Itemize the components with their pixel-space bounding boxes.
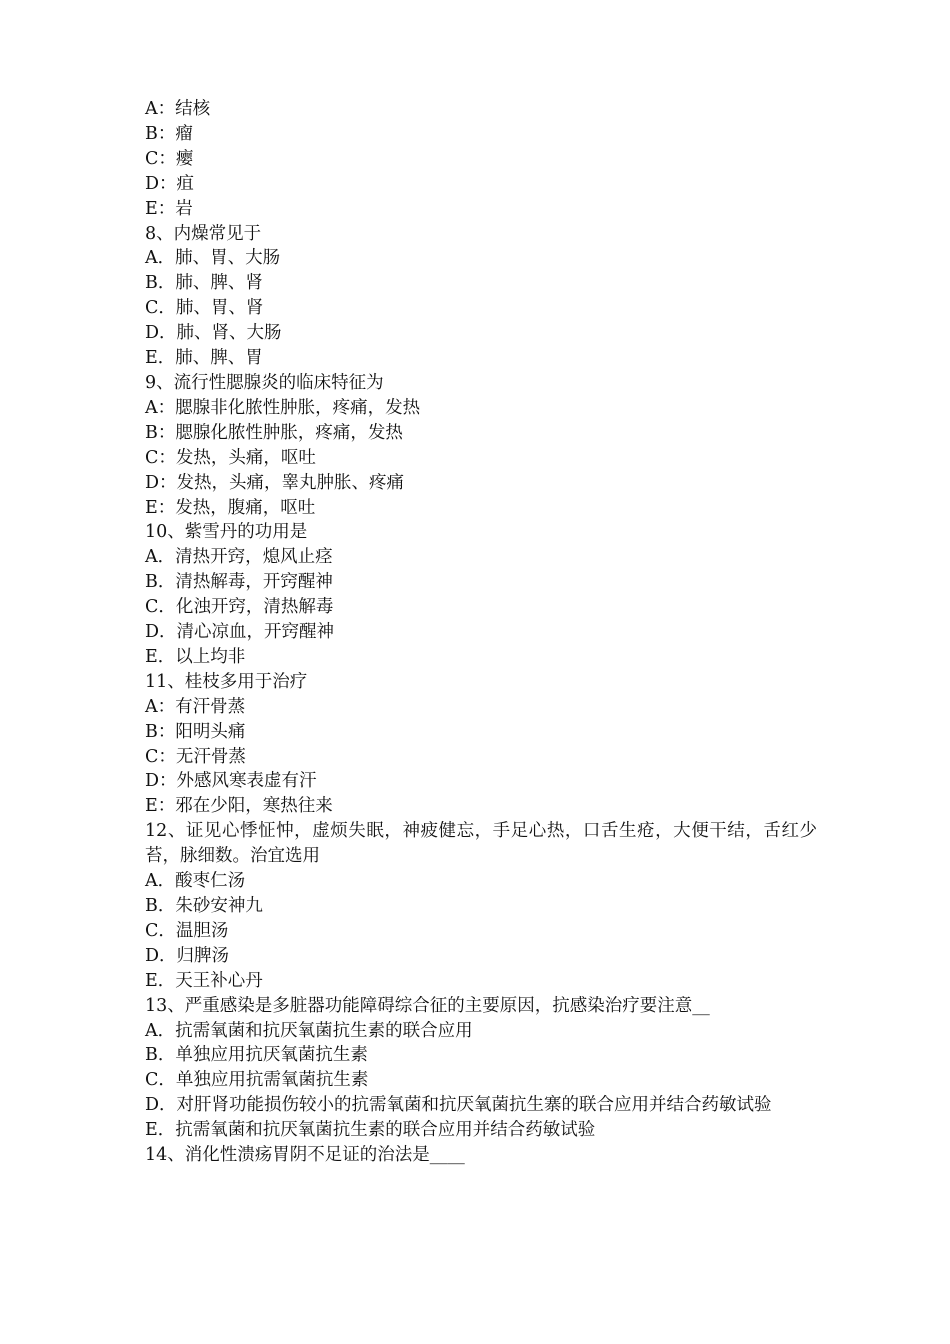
option-line: D：发热，头痛，睾丸肿胀、疼痛 bbox=[145, 472, 405, 493]
option-line: B．朱砂安神九 bbox=[145, 896, 263, 916]
option-line: D：疽 bbox=[145, 173, 195, 194]
option-line: D．归脾汤 bbox=[145, 945, 230, 966]
option-line: B：阳明头痛 bbox=[145, 721, 246, 742]
question-line: 12、证见心悸怔忡，虚烦失眠，神疲健忘，手足心热，口舌生疮，大便干结，舌红少苔，脉细数。治宜选用 bbox=[145, 821, 817, 867]
option-line: E．以上均非 bbox=[145, 646, 246, 667]
option-line: A：有汗骨蒸 bbox=[145, 696, 246, 717]
option-line: D．清心凉血，开窍醒神 bbox=[145, 622, 335, 643]
question-line: 9、流行性腮腺炎的临床特征为 bbox=[145, 372, 384, 393]
question-line: 10、紫雪丹的功用是 bbox=[145, 522, 308, 543]
question-line: 13、严重感染是多脏器功能障碍综合征的主要原因，抗感染治疗要注意__ bbox=[145, 995, 710, 1016]
question-line: 8、内燥常见于 bbox=[145, 223, 262, 244]
option-line: D．对肝肾功能损伤较小的抗需氧菌和抗厌氧菌抗生寨的联合应用并结合药敏试验 bbox=[145, 1095, 772, 1116]
option-line: C．化浊开窍，清热解毒 bbox=[145, 597, 334, 618]
option-line: C．单独应用抗需氧菌抗生素 bbox=[145, 1070, 369, 1091]
question-line: 14、消化性溃疡胃阴不足证的治法是____ bbox=[145, 1145, 465, 1166]
option-line: D：外感风寒表虚有汗 bbox=[145, 771, 317, 792]
option-line: D．肺、肾、大肠 bbox=[145, 323, 282, 344]
option-line: E：发热，腹痛，呕吐 bbox=[145, 497, 316, 518]
option-line: A：结核 bbox=[145, 99, 211, 119]
option-line: B．清热解毒，开窍醒神 bbox=[145, 572, 333, 593]
option-line: E：邪在少阳，寒热往来 bbox=[145, 796, 333, 817]
option-line: B：瘤 bbox=[145, 123, 193, 144]
option-line: E．天王补心丹 bbox=[145, 970, 263, 991]
option-line: A：腮腺非化脓性肿胀，疼痛，发热 bbox=[145, 397, 421, 418]
option-line: C：发热，头痛，呕吐 bbox=[145, 447, 316, 468]
option-line: A．清热开窍，熄风止痉 bbox=[145, 547, 333, 568]
option-line: C：无汗骨蒸 bbox=[145, 746, 246, 767]
option-line: E．抗需氧菌和抗厌氧菌抗生素的联合应用并结合药敏试验 bbox=[145, 1120, 596, 1141]
option-line: A．肺、胃、大肠 bbox=[145, 248, 281, 269]
option-line: C．肺、胃、肾 bbox=[145, 298, 264, 319]
option-line: B：腮腺化脓性肿胀，疼痛，发热 bbox=[145, 422, 403, 443]
option-line: A．酸枣仁汤 bbox=[145, 871, 246, 892]
option-line: E：岩 bbox=[145, 198, 193, 219]
option-line: A．抗需氧菌和抗厌氧菌抗生素的联合应用 bbox=[145, 1020, 473, 1041]
option-line: B．肺、脾、肾 bbox=[145, 273, 263, 294]
document-body bbox=[145, 97, 817, 1168]
question-line: 11、桂枝多用于治疗 bbox=[145, 671, 308, 692]
option-line: B．单独应用抗厌氧菌抗生素 bbox=[145, 1045, 368, 1066]
option-line: C：瘿 bbox=[145, 148, 194, 169]
option-line: C．温胆汤 bbox=[145, 920, 229, 941]
option-line: E．肺、脾、胃 bbox=[145, 348, 263, 369]
